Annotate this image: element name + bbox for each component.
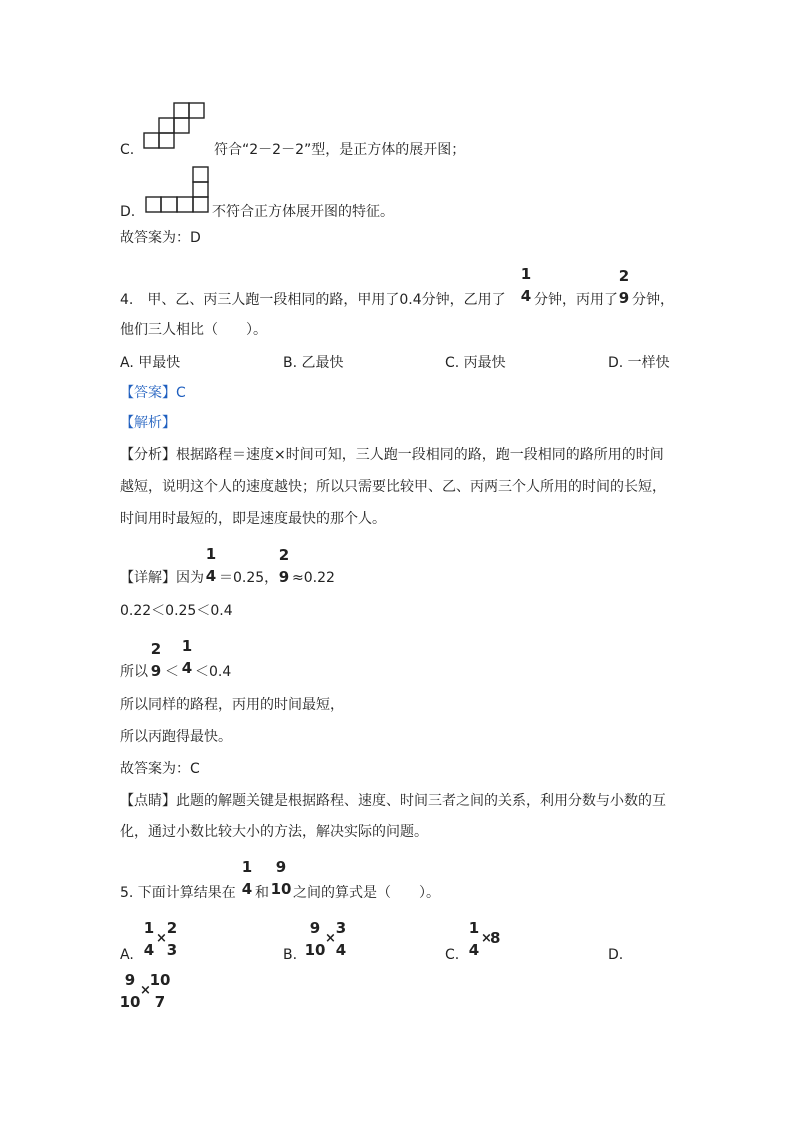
q4-tail: 分钟， [632,292,674,308]
q4-answer-tag: 【答案】C [120,385,186,401]
q4-line2: 他们三人相比（ ）。 [120,322,267,338]
q4-analysis-line-3: 时间用时最短的，即是速度最快的那个人。 [120,511,386,527]
q5-tail: 之间的算式是（ ）。 [293,885,440,901]
q5-option-c-label: C. [445,947,460,963]
q4-answer-line: 故答案为：C [120,761,200,777]
cube-net-d-figure [146,167,210,213]
q5-a-fraction-2: 2 3 [166,919,178,959]
q5-c-fraction-1: 1 4 [468,919,480,959]
comment-head: 【点睛】 [120,793,176,809]
q4-option-c: C. 丙最快 [445,355,506,371]
q4-option-d: D. 一样快 [608,355,670,371]
option-c-label: C. [120,142,135,158]
q5-c-times: × [481,931,492,946]
detail-so-lt2: ＜0.4 [195,664,232,680]
q5-c-eight: 8 [490,929,501,947]
q5-a-fraction-1: 1 4 [143,919,155,959]
q4-lead: 4. 甲、乙、丙三人跑一段相同的路，甲用了0.4分钟，乙用了 [120,292,506,308]
q4-analysis-line-2: 越短，说明这个人的速度越快；所以只需要比较甲、乙、丙两三个人所用的时间的长短， [120,479,666,495]
option-d-label: D. [120,204,136,220]
q5-d-fraction-1: 9 10 [119,971,141,1011]
q4-fraction-2: 2 9 [618,267,630,307]
q5-d-fraction-2: 10 7 [149,971,171,1011]
q5-option-a-label: A. [120,947,134,963]
q5-lead: 5. 下面计算结果在 [120,885,236,901]
detail-eq2: ≈0.22 [292,570,335,586]
detail-so-fraction-2-9: 2 9 [150,640,162,680]
q4-option-a: A. 甲最快 [120,355,181,371]
detail-fastest: 所以丙跑得最快。 [120,729,232,745]
cube-net-c-figure [144,103,214,149]
detail-same-route: 所以同样的路程，丙用的时间最短， [120,697,344,713]
q5-option-d-label: D. [608,947,624,963]
q4-analysis-line-1 [120,445,664,465]
detail-so: 所以 [120,664,148,680]
option-d-text: 不符合正方体展开图的特征。 [212,204,394,220]
analysis-text-1: 根据路程＝速度×时间可知，三人跑一段相同的路，跑一段相同的路所用的时间 [176,447,664,463]
q4-fraction-1: 1 4 [520,265,532,305]
detail-so-fraction-1-4: 1 4 [181,637,193,677]
q5-b-times: × [325,931,336,946]
q5-b-fraction-1: 9 10 [304,919,326,959]
q5-option-b-label: B. [283,947,298,963]
q4-analysis-tag: 【解析】 [120,415,176,431]
q4-mid: 分钟，丙用了 [534,292,618,308]
detail-fraction-1-4: 1 4 [205,545,217,585]
q5-a-times: × [156,931,167,946]
answer-line-d: 故答案为：D [120,230,201,246]
q5-fraction-a: 1 4 [241,858,253,898]
detail-fraction-2-9: 2 9 [278,546,290,586]
q4-comment-line-1: 【点睛】此题的解题关键是根据路程、速度、时间三者之间的关系，利用分数与小数的互 [120,793,666,809]
q4-comment-line-2: 化，通过小数比较大小的方法，解决实际的问题。 [120,824,428,840]
detail-so-lt: ＜ [165,664,179,680]
detail-compare: 0.22＜0.25＜0.4 [120,603,233,619]
q5-fraction-b: 9 10 [270,858,292,898]
q5-b-fraction-2: 3 4 [335,919,347,959]
q5-d-times: × [140,983,151,998]
q5-and: 和 [255,885,269,901]
detail-eq1: ＝0.25， [219,570,279,586]
option-c-text: 符合“2－2－2”型，是正方体的展开图； [214,142,466,158]
q4-option-b: B. 乙最快 [283,355,344,371]
q4-detail-head: 【详解】因为 [120,570,204,586]
analysis-head: 【分析】 [120,447,176,463]
